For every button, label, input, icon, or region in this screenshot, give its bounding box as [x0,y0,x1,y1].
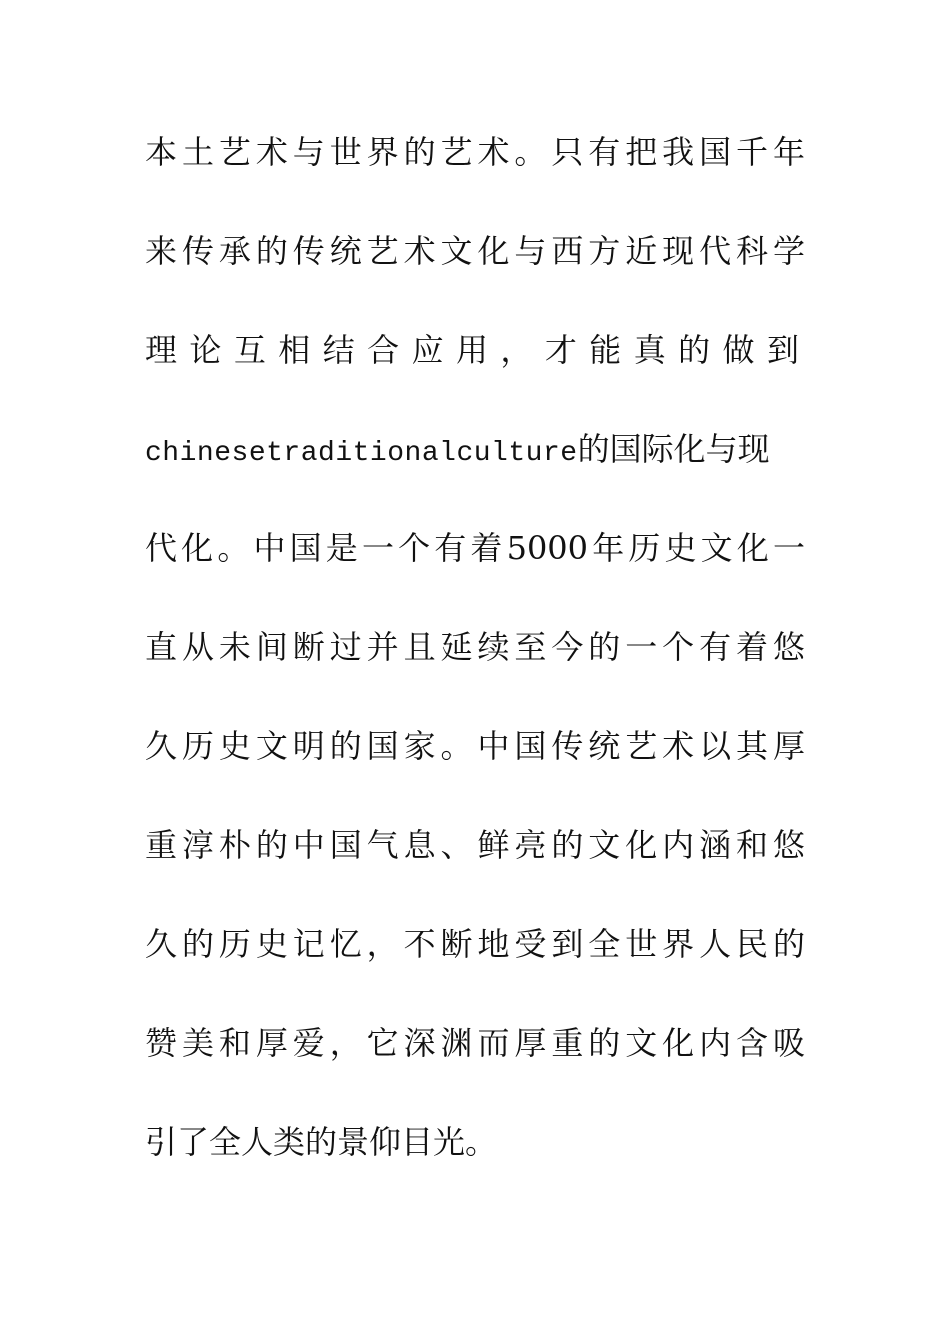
text-line-6: 直从未间断过并且延续至今的一个有着悠 [145,628,805,666]
text-line-5: 代化。中国是一个有着5000年历史文化一 [145,529,805,567]
text-line-7: 久历史文明的国家。中国传统艺术以其厚 [145,727,805,765]
text-line-9: 久的历史记忆，不断地受到全世界人民的 [145,925,805,963]
text-line-2: 来传承的传统艺术文化与西方近现代科学 [145,232,805,270]
latin-phrase: chinesetraditionalculture [145,438,578,469]
text-line-10: 赞美和厚爱，它深渊而厚重的文化内含吸 [145,1024,805,1062]
text-line-11: 引了全人类的景仰目光。 [145,1123,498,1161]
text-line-3: 理论互相结合应用，才能真的做到 [145,331,805,369]
text-line-4 [145,419,805,479]
text-line-1: 本土艺术与世界的艺术。只有把我国千年 [145,133,805,171]
text-line-4-tail: 的国际化与现 [577,430,770,468]
text-line-8: 重淳朴的中国气息、鲜亮的文化内涵和悠 [145,826,805,864]
